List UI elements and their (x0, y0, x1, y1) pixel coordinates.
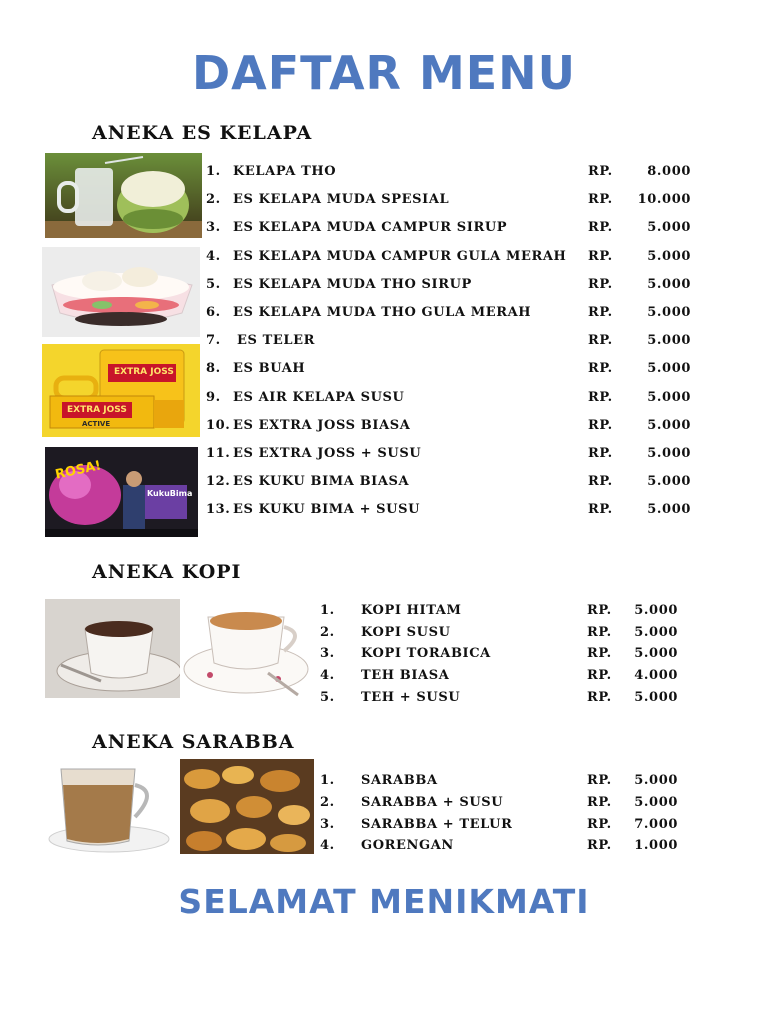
menu-item-currency: RP. (588, 474, 613, 490)
menu-item-price: 5.000 (647, 389, 691, 405)
menu-item-number: 3. (320, 646, 335, 662)
photo-extra-joss (42, 344, 200, 437)
menu-item-currency: RP. (587, 838, 612, 854)
menu-item-name: ES EXTRA JOSS + SUSU (233, 445, 422, 461)
menu-item-currency: RP. (587, 603, 612, 618)
menu-item-number: 2. (206, 192, 221, 208)
menu-item-name: KELAPA THO (233, 164, 337, 179)
menu-item (206, 243, 706, 271)
menu-item-currency: RP. (587, 646, 612, 662)
menu-item-name: ES KELAPA MUDA THO SIRUP (233, 276, 472, 292)
menu-item (206, 440, 706, 468)
menu-item-price: 5.000 (634, 646, 678, 662)
menu-item (320, 832, 700, 854)
menu-item-currency: RP. (587, 773, 612, 788)
menu-item (206, 412, 706, 440)
photo-kopi-hitam (45, 599, 180, 698)
menu-item-price: 10.000 (637, 192, 691, 208)
menu-item (320, 640, 700, 662)
page-title: DAFTAR MENU (191, 46, 577, 100)
menu-item-name: SARABBA + SUSU (361, 794, 504, 810)
section-heading-kopi: ANEKA KOPI (92, 561, 242, 583)
menu-item-currency: RP. (588, 361, 613, 377)
menu-item (206, 214, 706, 242)
menu-item-name: ES TELER (237, 333, 316, 349)
menu-item-number: 7. (206, 333, 221, 349)
menu-item-number: 3. (206, 220, 221, 236)
menu-item-name: ES KELAPA MUDA CAMPUR SIRUP (233, 220, 508, 236)
menu-item-number: 10. (206, 417, 231, 433)
menu-item-name: ES KELAPA MUDA CAMPUR GULA MERAH (233, 248, 567, 264)
menu-item-name: KOPI HITAM (361, 603, 462, 618)
menu-item-name: ES KUKU BIMA + SUSU (233, 502, 421, 518)
photo-kelapa-tho (45, 153, 202, 238)
menu-item-price: 5.000 (634, 603, 678, 618)
menu-item (320, 811, 700, 833)
menu-item-number: 1. (206, 164, 221, 179)
menu-item-name: ES BUAH (233, 361, 306, 377)
menu-item (320, 767, 700, 789)
menu-list-sarabba (320, 767, 700, 854)
menu-item-price: 5.000 (647, 220, 691, 236)
menu-item-price: 5.000 (647, 445, 691, 461)
extra-joss-sub-text: ACTIVE (82, 420, 111, 428)
menu-item-currency: RP. (588, 164, 613, 179)
menu-item-number: 2. (320, 794, 335, 810)
menu-item-name: SARABBA + TELUR (361, 816, 513, 832)
rosa-logo-text: ROSA! (53, 458, 103, 483)
menu-item-price: 5.000 (647, 417, 691, 433)
menu-item-currency: RP. (588, 304, 613, 320)
menu-item-price: 1.000 (634, 838, 678, 854)
menu-item (320, 597, 700, 619)
menu-item-price: 5.000 (647, 502, 691, 518)
menu-item-price: 5.000 (647, 304, 691, 320)
menu-item-price: 5.000 (647, 474, 691, 490)
menu-item-number: 6. (206, 304, 221, 320)
menu-item-name: ES EXTRA JOSS BIASA (233, 417, 411, 433)
menu-item-name: SARABBA (361, 773, 438, 788)
photo-teh-susu (180, 599, 314, 698)
menu-item-price: 5.000 (634, 689, 678, 705)
menu-item-number: 9. (206, 389, 221, 405)
menu-item-price: 4.000 (634, 668, 678, 684)
menu-item-currency: RP. (587, 689, 612, 705)
menu-item-currency: RP. (588, 502, 613, 518)
menu-item-number: 8. (206, 361, 221, 377)
menu-item-price: 5.000 (647, 333, 691, 349)
menu-item (206, 496, 706, 524)
menu-item-currency: RP. (588, 333, 613, 349)
menu-item-name: TEH BIASA (361, 668, 450, 684)
menu-item (206, 299, 706, 327)
menu-item-name: ES KUKU BIMA BIASA (233, 474, 410, 490)
menu-item-number: 13. (206, 502, 231, 518)
menu-item (206, 271, 706, 299)
footer-title: SELAMAT MENIKMATI (178, 882, 590, 921)
menu-item (320, 662, 700, 684)
photo-es-campur (42, 247, 200, 337)
menu-item-price: 8.000 (647, 164, 691, 179)
menu-item (320, 619, 700, 641)
menu-item-name: ES KELAPA MUDA SPESIAL (233, 192, 450, 208)
menu-item-currency: RP. (588, 445, 613, 461)
menu-item-number: 1. (320, 603, 335, 618)
menu-list-kopi (320, 597, 700, 705)
menu-item (206, 468, 706, 496)
extra-joss-logo-text: EXTRA JOSS (114, 367, 174, 377)
menu-item-currency: RP. (587, 624, 612, 640)
menu-item-currency: RP. (587, 668, 612, 684)
kuku-bima-logo-text: KukuBima (147, 489, 193, 498)
menu-item-number: 4. (320, 668, 335, 684)
menu-item-number: 4. (206, 248, 221, 264)
menu-item-price: 7.000 (634, 816, 678, 832)
menu-item (206, 355, 706, 383)
menu-item-price: 5.000 (647, 361, 691, 377)
photo-sarabba (45, 759, 180, 854)
menu-list-es-kelapa (206, 158, 706, 524)
menu-item-name: ES KELAPA MUDA THO GULA MERAH (233, 304, 532, 320)
menu-item-number: 3. (320, 816, 335, 832)
menu-item (206, 327, 706, 355)
menu-item-number: 4. (320, 838, 335, 854)
menu-item (206, 158, 706, 186)
menu-item-number: 11. (206, 445, 231, 461)
menu-item-number: 2. (320, 624, 335, 640)
extra-joss-logo-text-2: EXTRA JOSS (67, 405, 127, 415)
menu-item (206, 186, 706, 214)
menu-item (206, 384, 706, 412)
menu-item-number: 5. (320, 689, 335, 705)
menu-item-currency: RP. (588, 220, 613, 236)
section-heading-sarabba: ANEKA SARABBA (92, 731, 295, 753)
menu-item-price: 5.000 (647, 248, 691, 264)
menu-item-name: ES AIR KELAPA SUSU (233, 389, 405, 405)
menu-item-price: 5.000 (634, 624, 678, 640)
menu-item-price: 5.000 (647, 276, 691, 292)
menu-item-number: 5. (206, 276, 221, 292)
photo-gorengan (180, 759, 314, 854)
menu-item-name: KOPI TORABICA (361, 646, 491, 662)
menu-item-price: 5.000 (634, 794, 678, 810)
menu-item (320, 684, 700, 706)
menu-item-currency: RP. (588, 276, 613, 292)
menu-item-price: 5.000 (634, 773, 678, 788)
menu-item-name: KOPI SUSU (361, 624, 451, 640)
menu-item-currency: RP. (588, 192, 613, 208)
menu-item (320, 789, 700, 811)
photo-kuku-bima (45, 447, 198, 537)
menu-item-currency: RP. (588, 389, 613, 405)
menu-item-number: 12. (206, 474, 231, 490)
section-heading-es-kelapa: ANEKA ES KELAPA (92, 122, 313, 144)
menu-item-currency: RP. (587, 794, 612, 810)
menu-item-number: 1. (320, 773, 335, 788)
menu-item-currency: RP. (588, 248, 613, 264)
menu-item-name: GORENGAN (361, 838, 454, 854)
menu-item-name: TEH + SUSU (361, 689, 461, 705)
menu-item-currency: RP. (587, 816, 612, 832)
menu-item-currency: RP. (588, 417, 613, 433)
